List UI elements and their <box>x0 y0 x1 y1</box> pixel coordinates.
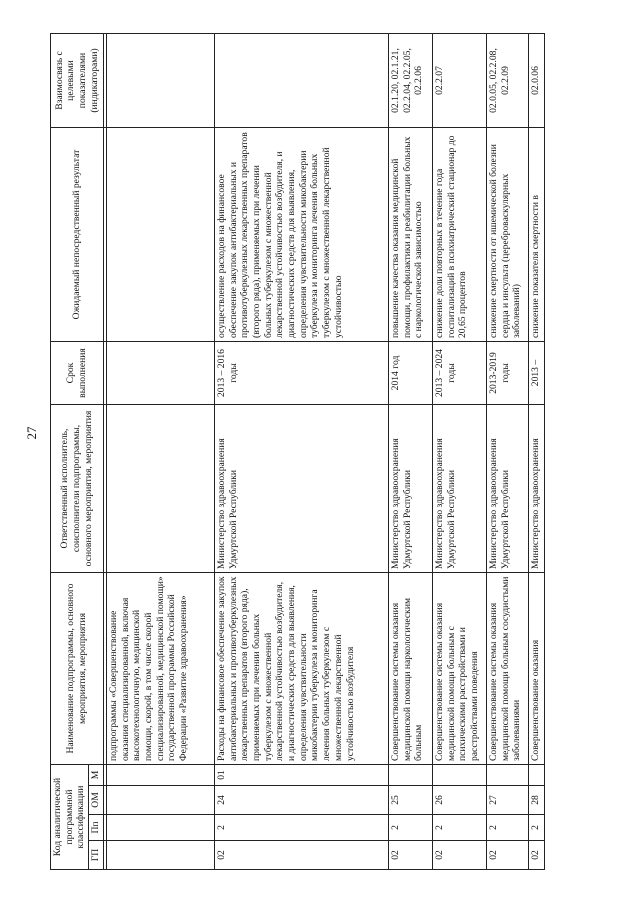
header-executor: Ответственный исполнитель, соисполнители подпрограммы, основного мероприятия, мероприятия <box>51 405 104 573</box>
cell-om: 24 <box>214 786 388 815</box>
cell-gp: 02 <box>214 841 388 870</box>
cell-name: Совершенствование системы оказания медицинской помощи наркологическим больным <box>388 573 432 765</box>
cell-pp: 2 <box>432 815 486 841</box>
cell-m <box>486 765 528 786</box>
table-row <box>214 34 388 870</box>
cell-m <box>528 765 544 786</box>
cell-pp: 2 <box>486 815 528 841</box>
header-code-m: М <box>89 765 104 786</box>
rotated-table-container <box>50 34 590 870</box>
table-row <box>486 34 528 870</box>
cell-name: Совершенствование системы оказания медицинской помощи больным сосудистыми заболеваниями <box>486 573 528 765</box>
program-table <box>50 33 545 870</box>
cell-executor: Министерство здравоохранения <box>528 405 544 573</box>
cell-link <box>214 34 388 128</box>
cell-executor: Министерство здравоохранения Удмуртской Республики <box>486 405 528 573</box>
header-code-group: Код аналитической программной классификации <box>51 765 89 870</box>
table-row <box>432 34 486 870</box>
cell-term: 2013 – 2024 годы <box>432 342 486 405</box>
header-code-gp: ГП <box>89 841 104 870</box>
table-row <box>528 34 544 870</box>
cell-m: 01 <box>214 765 388 786</box>
cell-executor <box>106 405 214 573</box>
cell-om: 25 <box>388 786 432 815</box>
cell-term: 2013 – 2016 годы <box>214 342 388 405</box>
table-row <box>388 34 432 870</box>
cell-pp <box>106 815 214 841</box>
header-term: Срок выполнения <box>51 342 104 405</box>
cell-pp: 2 <box>528 815 544 841</box>
cell-term <box>106 342 214 405</box>
cell-om <box>106 786 214 815</box>
cell-name: подпрограммы «Совершенствование оказания специализированной, включая высокотехнологичную, медицинской помощи, скорой, в том числе скорой специализированной, медицинской помощи» государственной программы Российской Федерации «Развитие здравоохранения» <box>106 573 214 765</box>
cell-link: 02.0.05, 02.2.08, 02.2.09 <box>486 34 528 128</box>
cell-term: 2013 – <box>528 342 544 405</box>
page-number: 27 <box>24 426 39 440</box>
cell-link: 02.2.07 <box>432 34 486 128</box>
cell-result: снижение смертности от ишемической болезни сердца и инсульта (цереброваскулярных заболеваний) <box>486 128 528 342</box>
cell-gp: 02 <box>528 841 544 870</box>
cell-result: снижение показателя смертности в <box>528 128 544 342</box>
cell-term: 2014 год <box>388 342 432 405</box>
cell-name: Совершенствование оказания <box>528 573 544 765</box>
cell-m <box>432 765 486 786</box>
cell-name: Совершенствование системы оказания медицинской помощи больным с психическими расстройствами и расстройствами поведения <box>432 573 486 765</box>
cell-gp: 02 <box>486 841 528 870</box>
cell-pp: 2 <box>388 815 432 841</box>
cell-om: 28 <box>528 786 544 815</box>
cell-link: 02.0.06 <box>528 34 544 128</box>
cell-term: 2013-2019 годы <box>486 342 528 405</box>
cell-result: осуществление расходов на финансовое обеспечение закупок антибактериальных и противотуберкулезных лекарственных препаратов (второго ряда), применяемых при лечении больных туберкулезом с множественной лекарственной устойчивостью возбудителя, и диагностических средств для выявления, определения чувствительности микобактерии туберкулеза и мониторинга лечения больных туберкулезом с множественной лекарственной устойчивостью <box>214 128 388 342</box>
header-code-om: ОМ <box>89 786 104 815</box>
header-link: Взаимосвязь с целевыми показателями (индикаторами) <box>51 34 104 128</box>
header-code-pp: Пп <box>89 815 104 841</box>
cell-link <box>106 34 214 128</box>
cell-gp <box>106 841 214 870</box>
table-row <box>106 34 214 870</box>
cell-om: 27 <box>486 786 528 815</box>
cell-m <box>106 765 214 786</box>
cell-executor: Министерство здравоохранения Удмуртской Республики <box>214 405 388 573</box>
cell-executor: Министерство здравоохранения Удмуртской Республики <box>388 405 432 573</box>
cell-gp: 02 <box>388 841 432 870</box>
header-result: Ожидаемый непосредственный результат <box>51 128 104 342</box>
cell-result: повышение качества оказания медицинской помощи, профилактики и реабилитации больных с наркологической зависимостью <box>388 128 432 342</box>
cell-result: снижение доли повторных в течение года госпитализаций в психиатрический стационар до 20,65 процентов <box>432 128 486 342</box>
cell-executor: Министерство здравоохранения Удмуртской Республики <box>432 405 486 573</box>
cell-om: 26 <box>432 786 486 815</box>
cell-result <box>106 128 214 342</box>
cell-pp: 2 <box>214 815 388 841</box>
cell-m <box>388 765 432 786</box>
header-name: Наименование подпрограммы, основного мероприятия, мероприятия <box>51 573 104 765</box>
cell-gp: 02 <box>432 841 486 870</box>
header-row-1 <box>51 34 89 870</box>
cell-link: 02.1.20, 02.1.21, 02.2.04, 02.2.05, 02.2.06 <box>388 34 432 128</box>
cell-name: Расходы на финансовое обеспечение закупок антибактериальных и противотуберкулезных лекарственных препаратов (второго ряда), применяемых при лечении больных туберкулезом с множественной лекарственной устойчивостью возбудителя, и диагностических средств для выявления, определения чувствительности микобактерии туберкулеза и мониторинга лечения больных туберкулезом с множественной лекарственной устойчивостью возбудителя <box>214 573 388 765</box>
